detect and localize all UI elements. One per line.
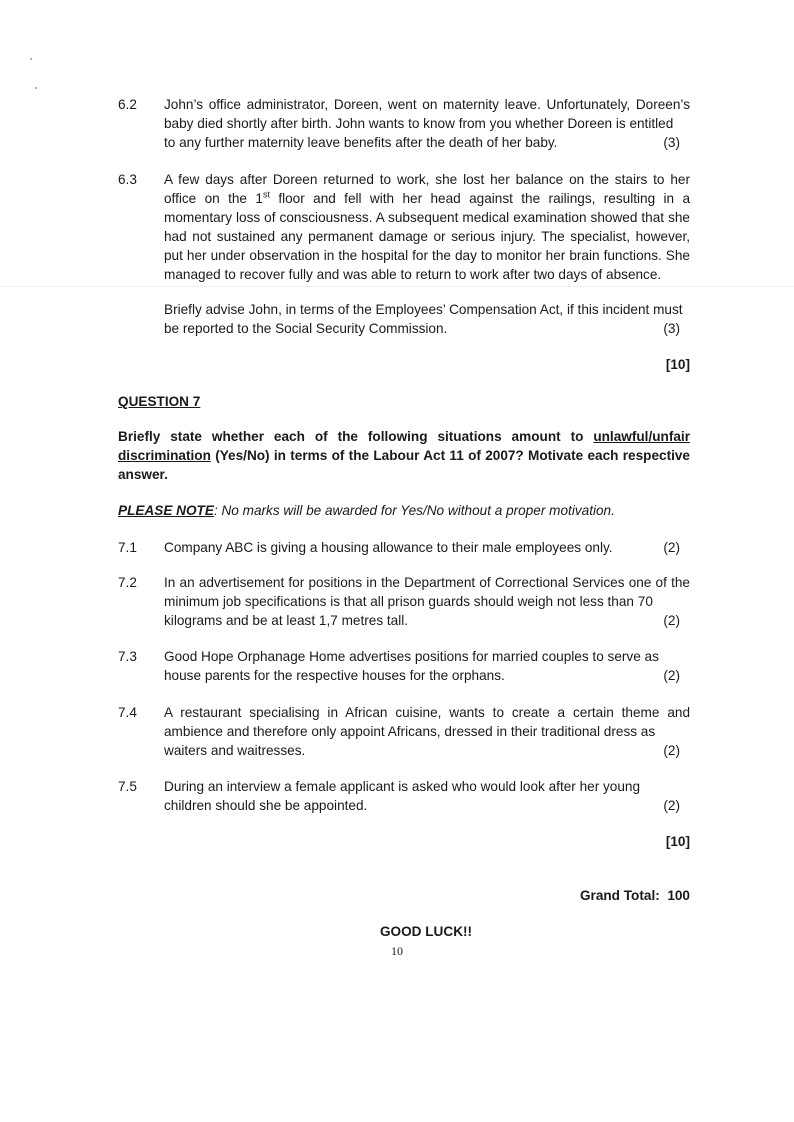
grand-total [450, 886, 690, 905]
item-text-last: house parents for the respective houses for the orphans. [164, 668, 505, 683]
item-text-last: to any further maternity leave benefits after the death of her baby. [164, 135, 558, 150]
question-7-total: [10] [665, 834, 690, 849]
item-text-last: children should she be appointed. [164, 798, 368, 813]
scan-speck [35, 87, 37, 89]
item-marks: (3) [663, 135, 680, 150]
question-7-1 [118, 538, 690, 557]
grand-total-value: 100 [667, 888, 690, 903]
item-number: 7.4 [118, 705, 137, 720]
item-number: 6.2 [118, 97, 137, 112]
item-text-last: kilograms and be at least 1,7 metres tall. [164, 613, 409, 628]
item-text: In an advertisement for positions in the Department of Correctional Services one of the minimum job specifications is that all prison guards should weigh not less than 70 [164, 575, 690, 609]
advice-text-last: be reported to the Social Security Commission. [164, 321, 448, 336]
question-7-heading: QUESTION 7 [118, 394, 201, 409]
closing-message: GOOD LUCK!! [379, 924, 473, 939]
advice-text: Briefly advise John, in terms of the Employees’ Compensation Act, if this incident must [164, 302, 683, 317]
item-marks: (3) [663, 321, 680, 336]
question-7-4 [118, 703, 690, 760]
item-number: 7.2 [118, 575, 137, 590]
item-text-last: waiters and waitresses. [164, 743, 306, 758]
item-text: Good Hope Orphanage Home advertises positions for married couples to serve as [164, 649, 659, 664]
please-note [118, 501, 690, 520]
item-text: A restaurant specialising in African cuisine, wants to create a certain theme and ambience and therefore only appoint Africans, dressed in their traditional dress as [164, 705, 690, 739]
grand-total-label: Grand Total: [579, 888, 660, 903]
item-text: John’s office administrator, Doreen, went on maternity leave. Unfortunately, Doreen’s baby died shortly after birth. John wants to know from you whether Doreen is entitled [164, 97, 690, 131]
scan-artifact-line [0, 286, 794, 287]
item-text-last: Company ABC is giving a housing allowance to their male employees only. [164, 540, 613, 555]
item-number: 7.3 [118, 649, 137, 664]
question-6-total: [10] [665, 357, 690, 372]
item-number: 7.5 [118, 779, 137, 794]
question-6-3-advice [118, 300, 690, 338]
question-7-5 [118, 777, 690, 815]
question-7-instructions: Briefly state whether each of the following situations amount to unlawful/unfair discrimination (Yes/No) in terms of the Labour Act 11 of 2007? Motivate each respective answer. [118, 429, 690, 482]
question-6-2 [118, 95, 690, 152]
scan-speck [30, 58, 32, 60]
item-number: 6.3 [118, 172, 137, 187]
question-7-3 [118, 647, 690, 685]
item-marks: (2) [663, 540, 680, 555]
item-marks: (2) [663, 613, 680, 628]
question-6-3 [118, 170, 690, 284]
item-marks: (2) [663, 668, 680, 683]
item-marks: (2) [663, 743, 680, 758]
page-number: 10 [391, 944, 403, 958]
item-text: During an interview a female applicant is asked who would look after her young [164, 779, 641, 794]
item-marks: (2) [663, 798, 680, 813]
item-number: 7.1 [118, 540, 137, 555]
please-note-label: PLEASE NOTE [118, 503, 214, 518]
question-7-2 [118, 573, 690, 630]
item-text: A few days after Doreen returned to work, she lost her balance on the stairs to her office on the 1st floor and fell with her head against the railings, resulting in a momentary loss of consciousness. A subsequent medical examination showed that she had not sustained any permanent damage or serious injury. The specialist, however, put her under observation in the hospital for the day to monitor her brain functions. She managed to recover fully and was able to return to work after two days of absence. [164, 172, 691, 282]
please-note-text: : No marks will be awarded for Yes/No without a proper motivation. [213, 503, 615, 518]
